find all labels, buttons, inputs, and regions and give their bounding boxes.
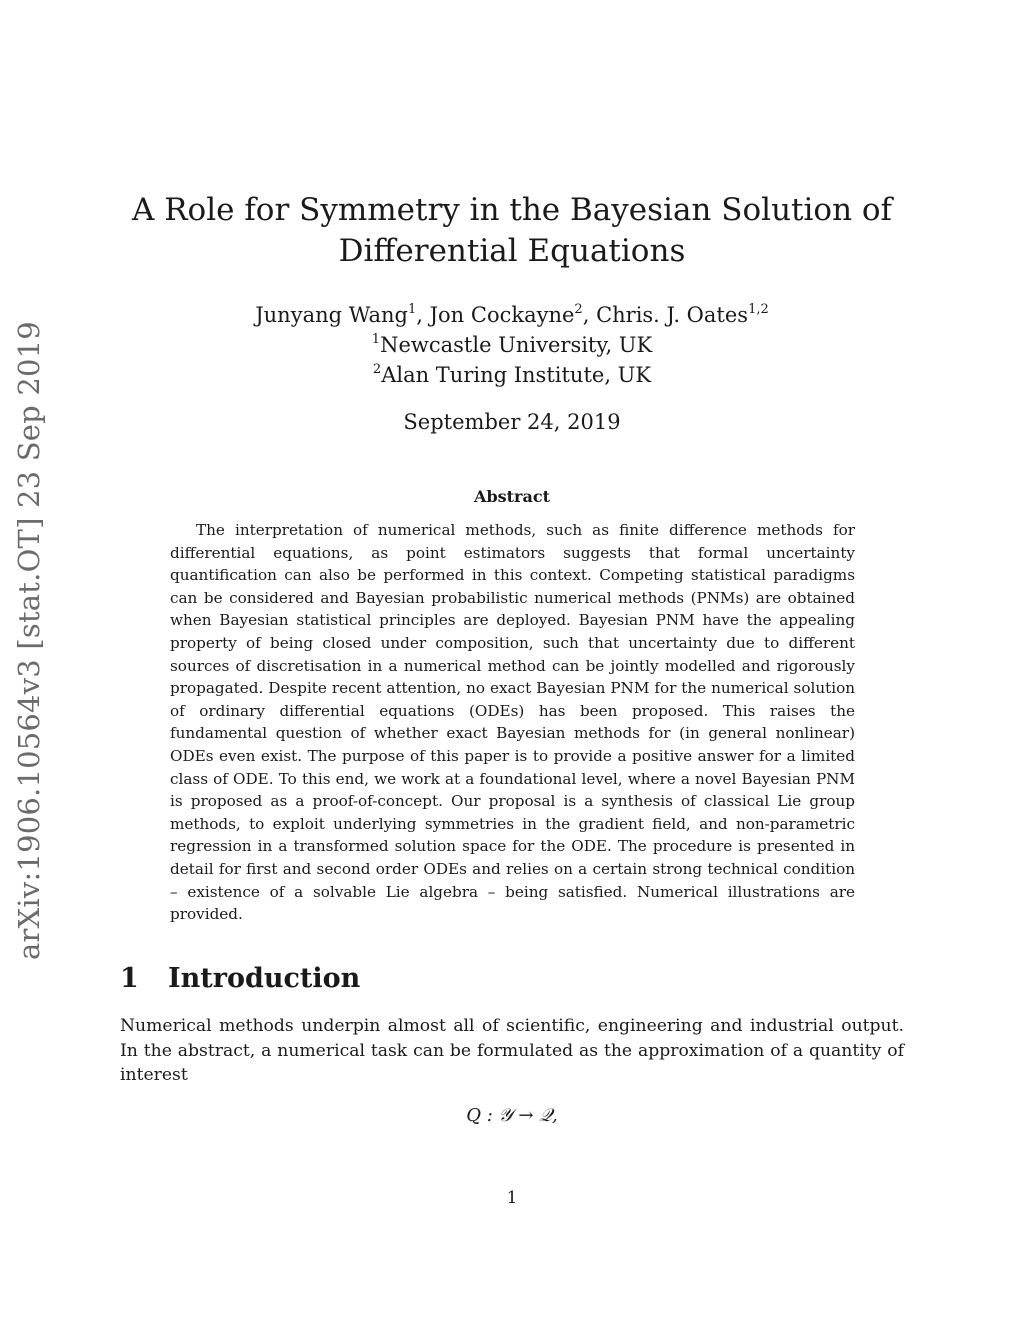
title-line-2: Differential Equations [338, 233, 686, 269]
author-name: Jon Cockayne [429, 303, 575, 327]
section-title: Introduction [168, 963, 361, 994]
affiliation-name: Newcastle University, UK [380, 333, 653, 357]
affiliation-mark: 2 [372, 362, 382, 377]
author-separator: , [416, 303, 430, 327]
title-line-1: A Role for Symmetry in the Bayesian Solution of [131, 192, 893, 228]
affiliation-mark: 1 [407, 302, 417, 317]
abstract-text: The interpretation of numerical methods, such as finite difference methods for differential equations, as point estimators suggests that formal uncertainty quantification can also be performed in this context. Competing statistical paradigms can be considered and Bayesian probabilistic numerical methods (PNMs) are obtained when Bayesian statistical principles are deployed. Bayesian PNM have the appealing property of being closed under composition, such that uncertainty due to different sources of discretisation in a numerical method can be jointly modelled and rigorously propagated. Despite recent attention, no exact Bayesian PNM for the numerical solution of ordinary differential equations (ODEs) has been proposed. This raises the fundamental question of whether exact Bayesian methods for (in general nonlinear) ODEs even exist. The purpose of this paper is to provide a positive answer for a limited class of ODE. To this end, we work at a foundational level, where a novel Bayesian PNM is proposed as a proof-of-concept. Our proposal is a synthesis of classical Lie group methods, to exploit underlying symmetries in the gradient field, and non-parametric regression in a transformed solution space for the ODE. The procedure is presented in detail for first and second order ODEs and relies on a certain strong technical condition – existence of a solvable Lie algebra – being satisfied. Numerical illustrations are provided. [170, 521, 855, 924]
paper-title [120, 190, 904, 272]
author-name: Junyang Wang [255, 303, 408, 327]
arxiv-identifier: arXiv:1906.10564v3 [stat.OT] 23 Sep 2019 [12, 321, 46, 960]
display-equation: Q : 𝒴 → 𝒬, [466, 1105, 558, 1126]
affiliation-line [120, 330, 904, 360]
section-number: 1 [120, 963, 139, 994]
page-number: 1 [506, 1188, 518, 1208]
affiliation-name: Alan Turing Institute, UK [381, 363, 652, 387]
introduction-text: Numerical methods underpin almost all of scientific, engineering and industrial output. In the abstract, a numerical task can be formulated as the approximation of a quantity of interest [120, 1016, 904, 1085]
affiliation-line [120, 360, 904, 390]
publication-date: September 24, 2019 [403, 410, 621, 434]
affiliation-mark: 1,2 [748, 302, 769, 317]
author-list [120, 300, 904, 330]
section-heading [120, 962, 360, 996]
author-separator: , [582, 303, 597, 327]
affiliation-mark: 1 [371, 332, 381, 347]
author-name: Chris. J. Oates [596, 303, 749, 327]
author-block [120, 300, 904, 390]
affiliation-mark: 2 [574, 302, 583, 317]
abstract-heading: Abstract [474, 487, 550, 506]
